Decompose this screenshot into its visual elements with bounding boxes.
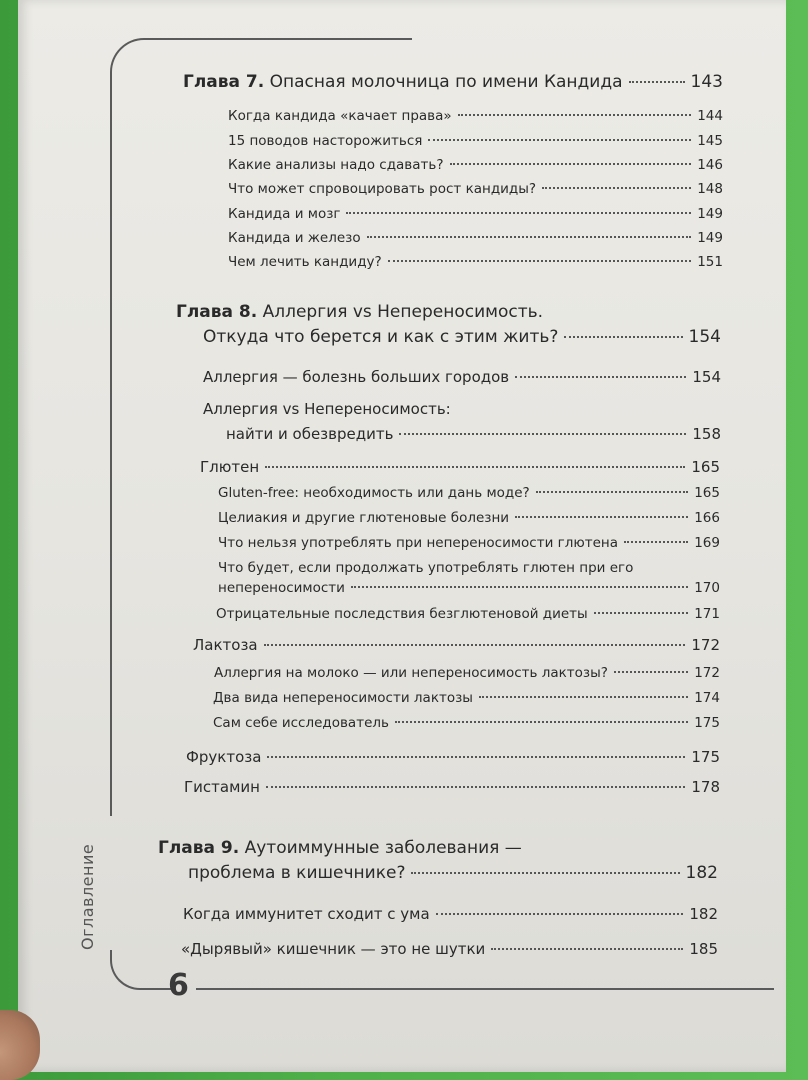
section-title: Гистамин <box>184 778 260 796</box>
item-page: 149 <box>697 206 723 222</box>
leader-dots <box>458 114 692 116</box>
list-item <box>214 665 720 681</box>
list-item <box>218 510 720 526</box>
section-entry <box>226 425 721 443</box>
item-title: Сам себе исследователь <box>213 715 389 731</box>
section-title: «Дырявый» кишечник — это не шутки <box>181 940 486 958</box>
list-item <box>228 181 723 197</box>
leader-dots <box>564 336 682 338</box>
leader-dots <box>542 187 691 189</box>
chapter-9-entry <box>188 863 718 883</box>
item-title: Отрицательные последствия безглютеновой диеты <box>216 606 588 622</box>
item-page: 169 <box>694 535 720 551</box>
section-title-line2: найти и обезвредить <box>226 425 394 443</box>
section-page: 182 <box>689 905 718 923</box>
item-title: Два вида непереносимости лактозы <box>213 690 473 706</box>
list-item <box>218 580 720 596</box>
section-entry <box>200 458 720 476</box>
chapter-7-page: 143 <box>690 72 723 92</box>
item-title: Аллергия на молоко — или непереносимость лактозы? <box>214 665 608 681</box>
leader-dots <box>594 612 689 614</box>
item-title: Gluten-free: необходимость или дань моде? <box>218 485 530 501</box>
page-number: 6 <box>168 968 189 1003</box>
chapter-8-title: Аллергия vs Непереносимость. <box>262 302 544 322</box>
item-page: 174 <box>694 690 720 706</box>
section-title: Глютен <box>200 458 260 476</box>
section-page: 172 <box>691 636 720 654</box>
section-page: 158 <box>692 425 721 443</box>
list-item <box>228 157 723 173</box>
section-page: 178 <box>691 778 720 796</box>
list-item <box>216 606 720 622</box>
item-title: 15 поводов насторожиться <box>228 133 423 149</box>
list-item <box>218 485 720 501</box>
item-title-line1: Что будет, если продолжать употреблять глютен при его <box>218 560 634 576</box>
list-item <box>213 690 720 706</box>
leader-dots <box>624 541 688 543</box>
section-entry <box>203 368 721 386</box>
leader-dots <box>450 163 692 165</box>
item-title: Что может спровоцировать рост кандиды? <box>228 181 537 197</box>
chapter-9-title-line1 <box>158 838 522 858</box>
chapter-9-title-line2: проблема в кишечнике? <box>188 863 406 883</box>
item-page: 165 <box>694 485 720 501</box>
section-page: 165 <box>691 458 720 476</box>
item-page: 170 <box>694 580 720 596</box>
item-title: Чем лечить кандиду? <box>228 254 382 270</box>
chapter-8-title-line2: Откуда что берется и как с этим жить? <box>203 327 559 347</box>
section-page: 175 <box>691 748 720 766</box>
leader-dots <box>515 376 686 378</box>
chapter-9-prefix: Глава 9. <box>158 838 240 858</box>
leader-dots <box>536 491 689 493</box>
item-title: Какие анализы надо сдавать? <box>228 157 444 173</box>
leader-dots <box>395 721 688 723</box>
list-item <box>213 715 720 731</box>
item-page: 171 <box>694 606 720 622</box>
section-entry <box>193 636 720 654</box>
leader-dots <box>264 644 686 646</box>
leader-dots <box>428 139 691 141</box>
chapter-8-title-line1 <box>176 302 543 322</box>
item-title: Кандида и железо <box>228 230 361 246</box>
item-page: 144 <box>697 108 723 124</box>
section-entry <box>181 940 718 958</box>
chapter-7-prefix: Глава 7. <box>183 72 265 92</box>
item-title: Кандида и мозг <box>228 206 341 222</box>
section-entry <box>184 778 720 796</box>
item-page: 145 <box>697 133 723 149</box>
leader-dots <box>267 756 685 758</box>
leader-dots <box>351 586 688 588</box>
section-page: 154 <box>692 368 721 386</box>
item-title: Что нельзя употреблять при непереносимости глютена <box>218 535 619 551</box>
section-entry <box>186 748 720 766</box>
item-page: 149 <box>697 230 723 246</box>
page-frame-left <box>110 296 112 816</box>
leader-dots <box>629 81 685 83</box>
item-page: 151 <box>697 254 723 270</box>
chapter-7-title: Опасная молочница по имени Кандида <box>269 72 623 92</box>
leader-dots <box>491 948 683 950</box>
leader-dots <box>265 466 685 468</box>
item-title: Когда кандида «качает права» <box>228 108 452 124</box>
chapter-8-entry <box>203 327 721 347</box>
chapter-9-title: Аутоиммунные заболевания — <box>244 838 522 858</box>
leader-dots <box>266 786 685 788</box>
list-item <box>228 108 723 124</box>
list-item <box>218 535 720 551</box>
leader-dots <box>436 913 684 915</box>
section-side-label: Оглавление <box>78 843 97 950</box>
leader-dots <box>346 212 691 214</box>
item-page: 166 <box>694 510 720 526</box>
chapter-8-prefix: Глава 8. <box>176 302 258 322</box>
item-page: 172 <box>694 665 720 681</box>
leader-dots <box>479 696 688 698</box>
chapter-8-page: 154 <box>688 327 721 347</box>
chapter-9-page: 182 <box>685 863 718 883</box>
section-title-line1: Аллергия vs Непереносимость: <box>203 400 451 418</box>
item-title: Целиакия и другие глютеновые болезни <box>218 510 510 526</box>
leader-dots <box>399 433 686 435</box>
list-item <box>228 230 723 246</box>
leader-dots <box>411 872 679 874</box>
list-item <box>228 133 723 149</box>
section-title: Фруктоза <box>186 748 262 766</box>
item-title-line2: непереносимости <box>218 580 345 596</box>
leader-dots <box>367 236 692 238</box>
item-page: 148 <box>697 181 723 197</box>
section-entry <box>183 905 718 923</box>
section-title: Лактоза <box>193 636 258 654</box>
item-page: 175 <box>694 715 720 731</box>
list-item <box>228 254 723 270</box>
section-title: Аллергия — болезнь больших городов <box>203 368 510 386</box>
leader-dots <box>614 671 688 673</box>
section-title: Когда иммунитет сходит с ума <box>183 905 430 923</box>
page-frame-bottom <box>196 988 774 990</box>
leader-dots <box>388 260 692 262</box>
section-page: 185 <box>689 940 718 958</box>
list-item <box>228 206 723 222</box>
page-frame-bottom-curve <box>110 950 172 990</box>
chapter-7-entry <box>183 72 723 92</box>
book-page <box>18 0 786 1072</box>
leader-dots <box>515 516 688 518</box>
item-page: 146 <box>697 157 723 173</box>
